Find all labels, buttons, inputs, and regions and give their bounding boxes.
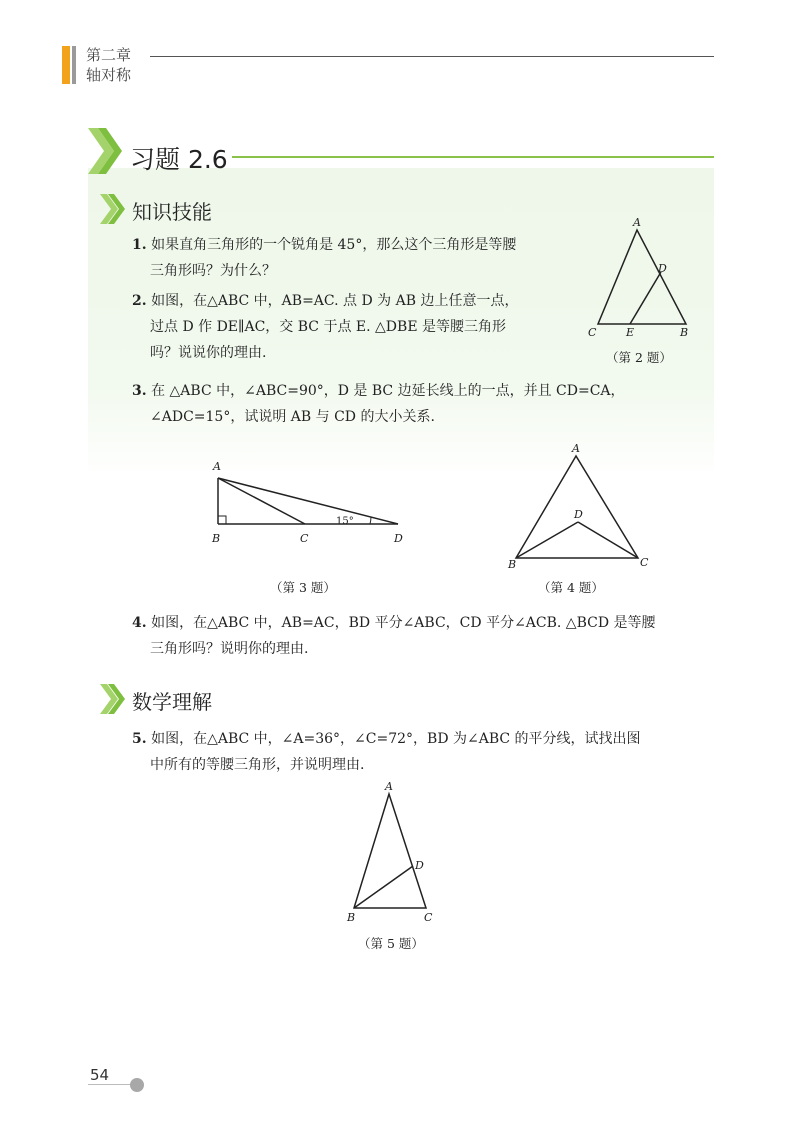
question-text: 如图，在△ABC 中，AB=AC，BD 平分∠ABC，CD 平分∠ACB. △BCD 是等腰 (151, 615, 656, 631)
fig5-label-d: D (415, 859, 424, 872)
figure-4-caption: （第 4 题） (538, 580, 604, 595)
fig3-angle-label: 15° (336, 516, 354, 527)
fig2-label-c: C (588, 326, 597, 338)
header-accent-bar-secondary (72, 46, 76, 84)
fig3-label-d: D (394, 532, 403, 545)
footer-dot (130, 1078, 144, 1092)
question-text: 如果直角三角形的一个锐角是 45°，那么这个三角形是等腰 (151, 237, 517, 253)
section-title-understanding: 数学理解 (132, 690, 212, 714)
figure-5-caption: （第 5 题） (358, 936, 424, 951)
exercise-title: 习题 2.6 (130, 145, 228, 174)
question-5 (132, 726, 641, 752)
question-3 (132, 378, 625, 404)
section-chevron-icon (100, 684, 130, 714)
fig5-segment-bd (354, 866, 413, 908)
fig4-label-c: C (640, 556, 649, 569)
figure-4 (500, 440, 660, 572)
question-number: 4. (132, 615, 147, 631)
fig3-label-c: C (300, 532, 309, 545)
chapter-label: 第二章 (86, 46, 132, 64)
question-4-cont: 三角形吗？说明你的理由. (150, 641, 309, 657)
fig5-triangle-abc (354, 794, 426, 908)
header-accent-bar (62, 46, 70, 84)
fig5-label-a: A (385, 780, 393, 793)
question-1 (132, 232, 516, 258)
question-3-cont: ∠ADC=15°，试说明 AB 与 CD 的大小关系. (150, 409, 435, 425)
fig4-triangle-abc (516, 456, 638, 558)
question-text: 在 △ABC 中，∠ABC=90°，D 是 BC 边延长线上的一点，并且 CD=CA， (151, 383, 625, 399)
fig2-segment-de (630, 272, 661, 324)
exercise-title-rule (232, 156, 714, 158)
question-number: 2. (132, 293, 147, 309)
fig4-label-b: B (508, 558, 517, 571)
fig3-angle-arc (370, 517, 371, 524)
fig3-label-a: A (213, 460, 221, 473)
section-title-skills: 知识技能 (132, 200, 212, 224)
chapter-title: 轴对称 (86, 66, 132, 84)
question-2-cont: 过点 D 作 DE∥AC，交 BC 于点 E. △DBE 是等腰三角形 (150, 319, 506, 335)
fig2-label-d: D (658, 262, 667, 275)
question-text: 如图，在△ABC 中，∠A=36°，∠C=72°，BD 为∠ABC 的平分线，试找出图 (151, 731, 641, 747)
question-text: 如图，在△ABC 中，AB=AC. 点 D 为 AB 边上任意一点， (151, 293, 519, 309)
question-number: 1. (132, 237, 147, 253)
fig3-label-b: B (212, 532, 221, 545)
fig2-label-b: B (680, 326, 689, 338)
chevron-icon (88, 128, 128, 174)
section-chevron-icon (100, 194, 130, 224)
fig4-segment-cd (578, 522, 638, 558)
fig3-right-angle-mark (218, 516, 226, 524)
question-2-cont2: 吗？说说你的理由. (150, 345, 267, 361)
fig4-label-a: A (572, 442, 580, 455)
question-4 (132, 610, 656, 636)
figure-3 (204, 456, 416, 548)
figure-2-caption: （第 2 题） (606, 350, 672, 365)
question-2 (132, 288, 518, 314)
fig2-triangle-abc (598, 230, 686, 324)
question-number: 5. (132, 731, 147, 747)
fig5-label-c: C (424, 911, 433, 924)
fig5-label-b: B (347, 911, 356, 924)
fig2-label-a: A (633, 216, 641, 229)
fig3-segment-ac (218, 478, 305, 524)
page-number: 54 (90, 1066, 110, 1084)
fig2-label-e: E (626, 326, 635, 338)
figure-2 (582, 214, 702, 338)
fig4-segment-bd (516, 522, 578, 558)
figure-5 (340, 780, 450, 926)
question-5-cont: 中所有的等腰三角形，并说明理由. (150, 757, 365, 773)
header-rule (150, 56, 714, 57)
fig4-label-d: D (574, 508, 583, 521)
figure-3-caption: （第 3 题） (270, 580, 336, 595)
question-1-cont: 三角形吗？为什么？ (150, 263, 276, 279)
question-number: 3. (132, 383, 147, 399)
